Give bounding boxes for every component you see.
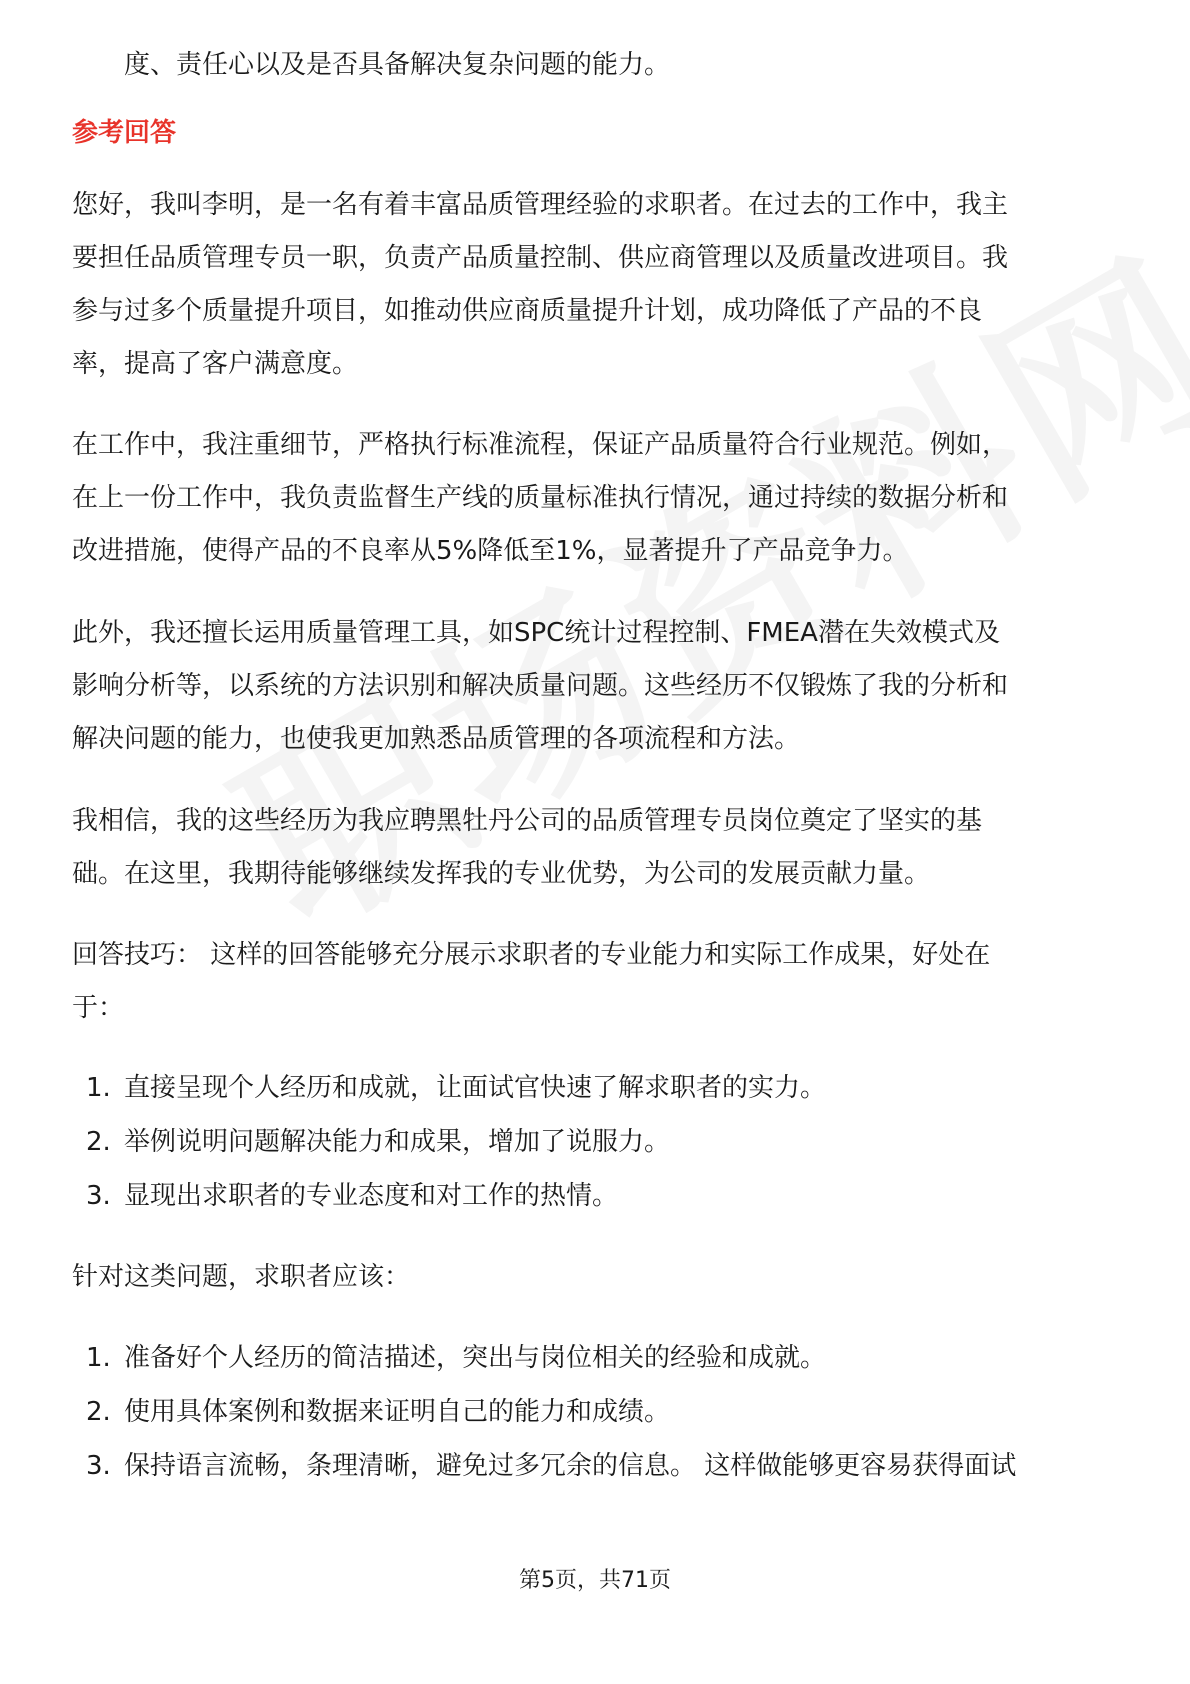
paragraph-3-line-1: 此外，我还擅长运用质量管理工具，如SPC统计过程控制、FMEA潜在失效模式及: [72, 618, 1000, 648]
paragraph-3-line-3: 解决问题的能力，也使我更加熟悉品质管理的各项流程和方法。: [72, 724, 801, 754]
paragraph-2-line-3: 改进措施，使得产品的不良率从5%降低至1%，显著提升了产品竞争力。: [72, 536, 909, 566]
tips-line-1: 回答技巧： 这样的回答能够充分展示求职者的专业能力和实际工作成果，好处在: [72, 940, 991, 970]
paragraph-3-line-2: 影响分析等，以系统的方法识别和解决质量问题。这些经历不仅锻炼了我的分析和: [72, 671, 1009, 701]
list-number: 1.: [86, 1073, 111, 1103]
paragraph-1-line-1: 您好，我叫李明，是一名有着丰富品质管理经验的求职者。在过去的工作中，我主: [72, 190, 1009, 220]
paragraph-1-line-2: 要担任品质管理专员一职，负责产品质量控制、供应商管理以及质量改进项目。我: [72, 243, 1009, 273]
list-number: 2.: [86, 1397, 111, 1427]
paragraph-4-line-1: 我相信，我的这些经历为我应聘黑牡丹公司的品质管理专员岗位奠定了坚实的基: [72, 806, 983, 836]
page-footer: 第5页，共71页: [519, 1568, 671, 1593]
list2-intro: 针对这类问题，求职者应该：: [72, 1262, 411, 1292]
continued-line: 度、责任心以及是否具备解决复杂问题的能力。: [124, 50, 671, 80]
list-number: 2.: [86, 1127, 111, 1157]
paragraph-4-line-2: 础。在这里，我期待能够继续发挥我的专业优势，为公司的发展贡献力量。: [72, 859, 931, 889]
list-number: 3.: [86, 1451, 111, 1481]
list-number: 1.: [86, 1343, 111, 1373]
paragraph-2-line-2: 在上一份工作中，我负责监督生产线的质量标准执行情况，通过持续的数据分析和: [72, 483, 1009, 513]
list-text: 准备好个人经历的简洁描述，突出与岗位相关的经验和成就。: [124, 1343, 827, 1373]
list-text: 保持语言流畅，条理清晰，避免过多冗余的信息。 这样做能够更容易获得面试: [124, 1451, 1017, 1481]
list-text: 显现出求职者的专业态度和对工作的热情。: [124, 1181, 619, 1211]
tips-line-2: 于：: [72, 993, 125, 1023]
paragraph-1-line-4: 率，提高了客户满意度。: [72, 349, 359, 379]
paragraph-2-line-1: 在工作中，我注重细节，严格执行标准流程，保证产品质量符合行业规范。例如，: [72, 430, 1009, 460]
list-number: 3.: [86, 1181, 111, 1211]
list-text: 直接呈现个人经历和成就，让面试官快速了解求职者的实力。: [124, 1073, 827, 1103]
paragraph-1-line-3: 参与过多个质量提升项目，如推动供应商质量提升计划，成功降低了产品的不良: [72, 296, 983, 326]
list-text: 使用具体案例和数据来证明自己的能力和成绩。: [124, 1397, 671, 1427]
list-text: 举例说明问题解决能力和成果，增加了说服力。: [124, 1127, 671, 1157]
section-heading: 参考回答: [72, 118, 177, 148]
